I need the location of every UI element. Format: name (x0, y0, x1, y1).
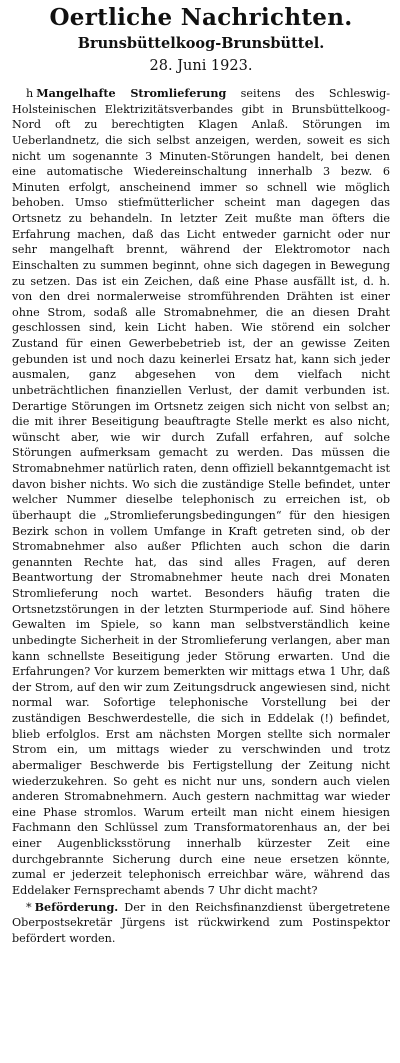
article-keyword: Mangelhafte Stromlieferung (36, 86, 227, 100)
article-body: seitens des Schleswig-Holsteinischen Elektrizitätsverbandes gibt in Brunsbüttelkoog-Nord oft zu berechtigten Klagen Anlaß. Störungen im Ueberlandnetz, die sich selbst anzeigen, werden, soweit es sich nicht um sogenannte 3 Minuten-Störungen handelt, bei denen eine automatische Wiedereinschaltung innerhalb 3 bezw. 6 Minuten erfolgt, anscheinend immer so schnell wie möglich behoben. Umso stiefmütterlicher scheint man dagegen das Ortsnetz zu behandeln. In letzter Zeit mußte man öfters die Erfahrung machen, daß das Licht entweder garnicht oder nur sehr mangelhaft brennt, während der Elektromotor nach Einschalten zu summen beginnt, ohne sich dagegen in Bewegung zu setzen. Das ist ein Zeichen, daß eine Phase ausfällt ist, d. h. von den drei normalerweise stromführenden Drähten ist einer ohne Strom, sodaß alle Stromabnehmer, die an diesen Draht geschlossen sind, kein Licht haben. Wie störend ein solcher Zustand für einen Gewerbebetrieb ist, der an gewisse Zeiten gebunden ist und noch dazu keinerlei Ersatz hat, kann sich jeder ausmalen, ganz abgesehen von dem vielfach nicht unbeträchtlichen finanziellen Verlust, der damit verbunden ist. Derartige Störungen im Ortsnetz zeigen sich nicht von selbst an; die mit ihrer Beseitigung beauftragte Stelle merkt es also nicht, wünscht aber, wie wir durch Zufall erfahren, auf solche Störungen aufmerksam gemacht zu werden. Das müssen die Stromabnehmer natürlich raten, denn offiziell bekanntgemacht ist davon bisher nichts. Wo sich die zuständige Stelle befindet, unter welcher Nummer dieselbe telephonisch zu erreichen ist, ob überhaupt die „Stromlieferungsbedingungen“ für den hiesigen Bezirk schon in vollem Umfange in Kraft getreten sind, ob der Stromabnehmer also außer Pflichten auch schon die darin genannten Rechte hat, das sind alles Fragen, auf deren Beantwortung der Stromabnehmer heute nach drei Monaten Stromlieferung noch wartet. Besonders häufig traten die Ortsnetzstörungen in der letzten Sturmperiode auf. Sind höhere Gewalten im Spiele, so kann man selbstverständlich keine unbedingte Sicherheit in der Stromlieferung verlangen, aber man kann schnellste Beseitigung jeder Störung erwarten. Und die Erfahrungen? Vor kurzem bemerkten wir mittags etwa 1 Uhr, daß der Strom, auf den wir zum Zeitungsdruck angewiesen sind, nicht normal war. Sofortige telephonische Vorstellung bei der zuständigen Beschwerdestelle, die sich in Eddelak (!) befindet, blieb erfolglos. Erst am nächsten Morgen stellte sich normaler Strom ein, um mittags wieder zu verschwinden und trotz abermaliger Beschwerde bis Fertigstellung der Zeitung nicht wiederzukehren. So geht es nicht nur uns, sondern auch vielen anderen Stromabnehmern. Auch gestern nachmittag war wieder eine Phase stromlos. Warum erteilt man nicht einem hiesigen Fachmann den Schlüssel zum Transformatorenhaus an, der bei einer Augenblicksstörung innerhalb kürzester Zeit eine durchgebrannte Sicherung durch eine neue ersetzen könnte, zumal er jederzeit telephonisch erreichbar wäre, während das Eddelaker Fernsprechamt abends 7 Uhr dicht macht? (12, 87, 391, 897)
article-keyword: Beförderung. (34, 899, 119, 914)
article-lead-mark: * (26, 900, 32, 914)
article-befoerderung (12, 900, 390, 947)
article-lead-mark: h (26, 87, 34, 100)
section-headline: Oertliche Nachrichten. (49, 4, 353, 31)
dateline-date: 28. Juni 1923. (149, 58, 253, 74)
article-body: Der in den Reichsfinanzdienst übergetretene Oberpostsekretär Jürgens ist rückwirkend zum Postinspektor befördert worden. (12, 900, 390, 945)
dateline-location: Brunsbüttelkoog-Brunsbüttel. (77, 35, 325, 52)
article-stromlieferung (12, 86, 390, 899)
